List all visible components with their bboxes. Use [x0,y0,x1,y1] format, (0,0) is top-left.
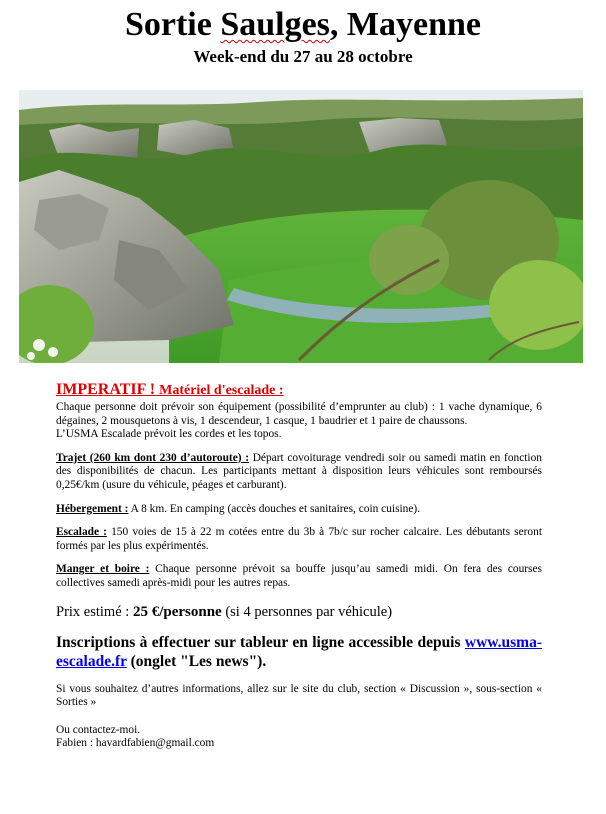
title-text-2: Saulges [220,6,330,43]
price-line [56,603,542,621]
landscape-photo [19,90,583,363]
imperatif-text: Chaque personne doit prévoir son équipement (possibilité d’emprunter au club) : 1 vache dynamique, 6 dégaines, 2 mousquetons à vis, 1 descendeur, 1 casque, 1 baudrier et 1 paire de chaussons. [56,401,542,427]
manger-label: Manger et boire : [56,563,150,576]
club-website-link[interactable]: www.usma-escalade.fr [56,633,542,670]
price-amount: 25 €/personne [132,603,222,620]
price-prefix: Prix estimé : [56,603,133,620]
manger-text: Chaque personne prévoit sa bouffe jusqu’au samedi midi. On fera des courses collectives samedi après-midi pour les autres repas. [56,563,542,589]
info-text: Si vous souhaitez d’autres informations, allez sur le site du club, section « Discussion », sous-section « Sorties » [56,682,542,709]
contact-line-2: Fabien : havardfabien@gmail.com [56,737,215,750]
inscriptions-suffix: (onglet "Les news"). [126,652,267,670]
manger-paragraph [56,563,542,590]
escalade-text: 150 voies de 15 à 22 m cotées entre du 3b à 7b/c sur rocher calcaire. Les débutants seront formés par les plus expérimentés. [56,526,542,552]
escalade-label: Escalade : [56,526,107,539]
content [56,380,542,751]
hebergement-text: A 8 km. En camping (accès douches et sanitaires, coin cuisine). [128,502,421,515]
inscriptions-paragraph [56,633,542,671]
title-text-1: Sortie [124,6,221,43]
imperatif-label: IMPERATIF ! [56,381,160,398]
contact-line-1: Ou contactez-moi. [56,723,141,736]
materiel-label: Matériel d'escalade : [159,383,284,398]
imperatif-text-2: L’USMA Escalade prévoit les cordes et les topos. [56,428,282,441]
inscriptions-text: Inscriptions à effectuer sur tableur en ligne accessible depuis [56,633,465,651]
hebergement-paragraph [56,503,542,517]
page-subtitle: Week-end du 27 au 28 octobre [193,47,413,66]
price-suffix: (si 4 personnes par véhicule) [221,603,393,620]
trajet-text: Départ covoiturage vendredi soir ou samedi matin en fonction des disponibilités de chacun. Les participants mettant à disposition leurs véhicules sont remboursés 0,25€/km (usure du véhicule, péages et carburant). [56,451,542,491]
escalade-paragraph [56,526,542,553]
hebergement-label: Hébergement : [56,502,129,515]
page-title [0,6,606,44]
trajet-label: Trajet (260 km dont 230 d’autoroute) : [56,451,250,464]
imperatif-heading [56,380,542,400]
title-text-3: , Mayenne [329,6,482,43]
trajet-paragraph [56,452,542,493]
